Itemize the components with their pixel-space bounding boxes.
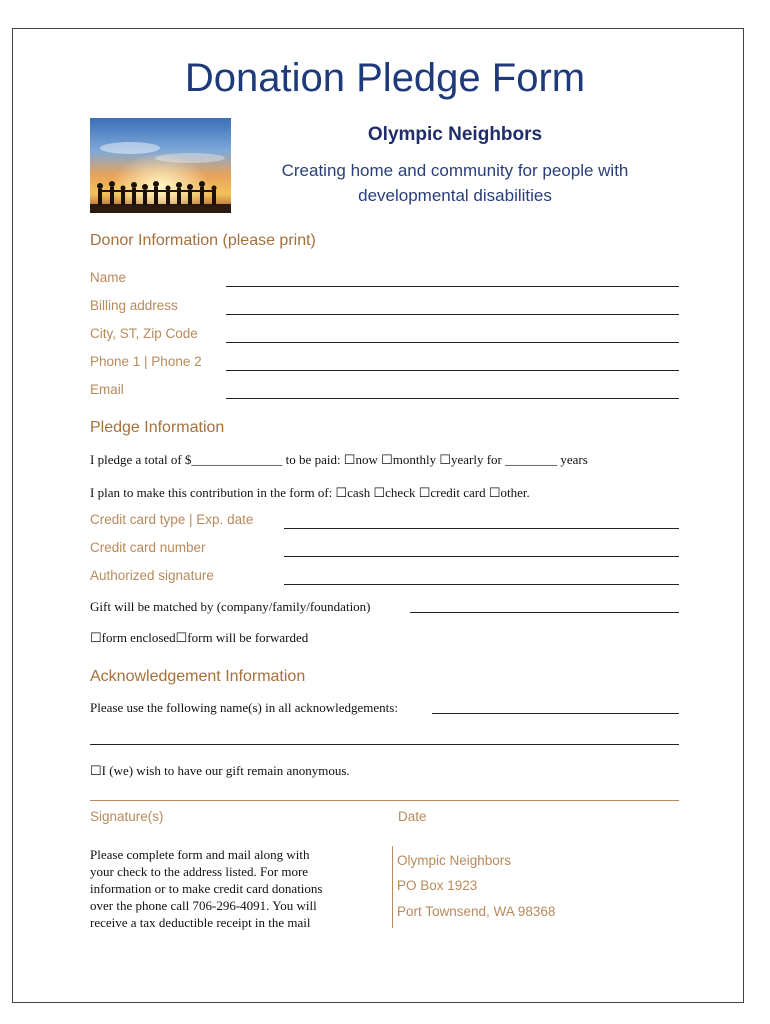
instruction-line: information or to make credit card donations xyxy=(90,881,323,896)
matching-gift-field[interactable] xyxy=(410,612,679,613)
ack-names-field-2[interactable] xyxy=(90,744,679,745)
name-label: Name xyxy=(90,270,127,285)
pledge-amount-line[interactable]: I pledge a total of $______________ to be paid: ☐now ☐monthly ☐yearly for ________ years xyxy=(90,452,588,467)
billing-address-field[interactable] xyxy=(226,314,679,315)
address-org: Olympic Neighbors xyxy=(397,853,512,868)
phone-label: Phone 1 | Phone 2 xyxy=(90,354,202,369)
anonymous-checkbox[interactable]: ☐I (we) wish to have our gift remain anonymous. xyxy=(90,763,350,778)
phone-field[interactable] xyxy=(226,370,679,371)
matching-gift-label: Gift will be matched by (company/family/foundation) xyxy=(90,599,371,614)
credit-card-number-label: Credit card number xyxy=(90,540,206,555)
instruction-line: over the phone call 706-296-4091. You will xyxy=(90,898,317,913)
instruction-line: receive a tax deductible receipt in the mail xyxy=(90,915,311,930)
tagline-line-2: developmental disabilities xyxy=(358,186,552,205)
address-divider xyxy=(392,846,393,928)
tagline-line-1: Creating home and community for people with xyxy=(281,161,629,180)
credit-card-number-field[interactable] xyxy=(284,556,679,557)
form-title: Donation Pledge Form xyxy=(184,56,586,100)
credit-card-type-field[interactable] xyxy=(284,528,679,529)
city-state-zip-field[interactable] xyxy=(226,342,679,343)
ack-names-label: Please use the following name(s) in all acknowledgements: xyxy=(90,700,398,715)
tagline xyxy=(250,158,660,208)
address-city: Port Townsend, WA 98368 xyxy=(397,904,556,919)
email-field[interactable] xyxy=(226,398,679,399)
instruction-line: your check to the address listed. For more xyxy=(90,864,309,879)
header-photo xyxy=(90,118,231,213)
ack-section-heading: Acknowledgement Information xyxy=(90,668,306,685)
address-po-box: PO Box 1923 xyxy=(397,878,478,893)
email-label: Email xyxy=(90,382,124,397)
name-field[interactable] xyxy=(226,286,679,287)
payment-method-line[interactable]: I plan to make this contribution in the form of: ☐cash ☐check ☐credit card ☐other. xyxy=(90,485,530,500)
authorized-signature-field[interactable] xyxy=(284,584,679,585)
mailing-instructions xyxy=(90,846,322,931)
organization-name: Olympic Neighbors xyxy=(367,124,543,145)
credit-card-type-label: Credit card type | Exp. date xyxy=(90,512,254,527)
instruction-line: Please complete form and mail along with xyxy=(90,847,310,862)
city-state-zip-label: City, ST, Zip Code xyxy=(90,326,198,341)
matching-form-options[interactable]: ☐form enclosed☐form will be forwarded xyxy=(90,630,309,645)
signature-line[interactable] xyxy=(90,800,679,801)
billing-address-label: Billing address xyxy=(90,298,178,313)
signature-label: Signature(s) xyxy=(90,809,164,824)
ack-names-field[interactable] xyxy=(432,713,679,714)
date-label: Date xyxy=(398,809,427,824)
donor-section-heading: Donor Information (please print) xyxy=(90,232,316,249)
pledge-section-heading: Pledge Information xyxy=(90,419,225,436)
authorized-signature-label: Authorized signature xyxy=(90,568,214,583)
